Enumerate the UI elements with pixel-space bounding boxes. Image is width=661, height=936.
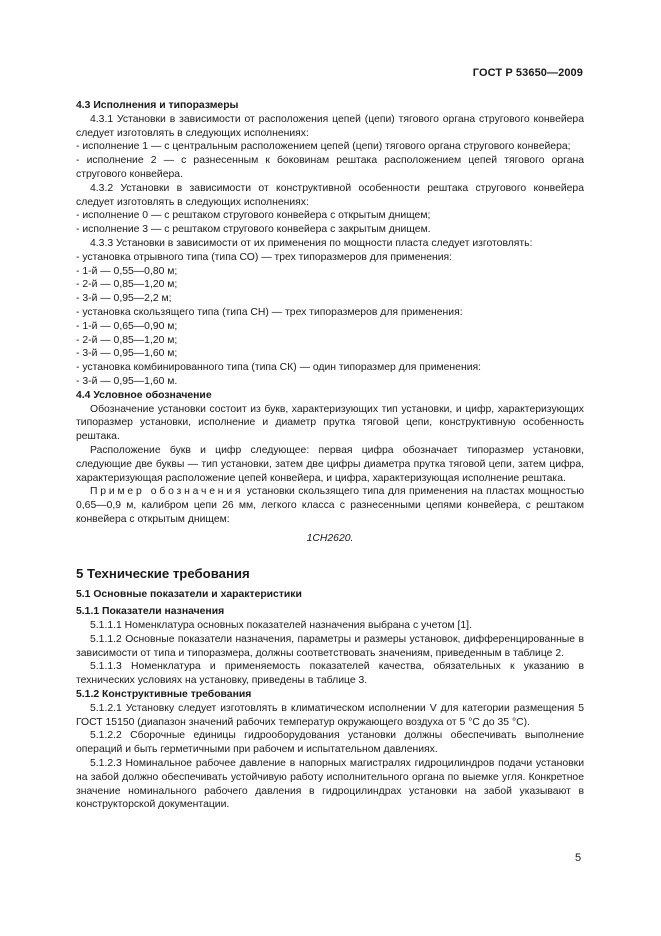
page-content <box>76 99 584 812</box>
document-code-header: ГОСТ Р 53650—2009 <box>472 67 583 79</box>
section-5-1-1-heading: 5.1.1 Показатели назначения <box>76 606 225 618</box>
list-item: - установка комбинированного типа (типа СК) — один типоразмер для применения: <box>76 362 482 374</box>
example-paragraph <box>76 485 584 526</box>
paragraph-5-1-1-3: 5.1.1.3 Номенклатура и применяемость показателей качества, обязательных к указанию в технических условиях на установку, приведены в таблице 3. <box>76 661 584 687</box>
example-label: Пример обозначения <box>90 486 244 498</box>
example-text: установки скользящего типа для применения на пластах мощностью 0,65—0,9 м, калибром цепи 26 мм, легкого класса с разнесенными цепями конвейера, с рештаком конвейера с открытым днищем: <box>76 486 584 525</box>
section-4-3-heading: 4.3 Исполнения и типоразмеры <box>76 100 239 111</box>
list-item: - установка отрывного типа (типа СО) — трех типоразмеров для применения: <box>76 251 453 263</box>
paragraph-5-1-2-3: 5.1.2.3 Номинальное рабочее давление в напорных магистралях гидроцилиндров подачи установки на забой должно обеспечивать устойчивую работу исполнительного органа по выемке угля. Конкретное значение номинального рабочего давления в гидроцилиндрах установки на забой указывают в конструкторской документации. <box>76 758 584 811</box>
list-item: - исполнение 2 — с разнесенным к боковинам рештака расположением цепей тягового органа стругового конвейера. <box>76 155 584 180</box>
list-item: - установка скользящего типа (типа СН) — трех типоразмеров для применения: <box>76 306 463 318</box>
designation-formula: 1СН2620. <box>306 532 354 544</box>
list-item: - 2-й — 0,85—1,20 м; <box>76 279 178 291</box>
list-item: - 3-й — 0,95—2,2 м; <box>76 293 172 305</box>
list-item: - исполнение 0 — с рештаком стругового конвейера с открытым днищем; <box>76 210 431 222</box>
list-item: - 1-й — 0,65—0,90 м; <box>76 320 178 332</box>
paragraph-5-1-2-1: 5.1.2.1 Установку следует изготовлять в климатическом исполнении V для категории размещения 5 ГОСТ 15150 (диапазон значений рабочих температур окружающего воздуха от 5 °С до 35 °С). <box>76 702 584 728</box>
list-item: - исполнение 1 — с центральным расположением цепей (цепи) тягового органа стругового конвейера; <box>76 141 571 153</box>
list-item: - 3-й — 0,95—1,60 м. <box>76 375 178 387</box>
paragraph-5-1-2-2: 5.1.2.2 Сборочные единицы гидрооборудования установки должны обеспечивать выполнение операций и быть герметичными при рабочем и испытательном давлениях. <box>76 730 584 756</box>
paragraph-5-1-1-1: 5.1.1.1 Номенклатура основных показателей назначения выбрана с учетом [1]. <box>90 620 472 632</box>
list-item: - 1-й — 0,55—0,80 м; <box>76 265 178 277</box>
list-item: - 3-й — 0,95—1,60 м; <box>76 348 178 360</box>
section-5-1-heading: 5.1 Основные показатели и характеристики <box>76 588 302 600</box>
section-5-1-2-heading: 5.1.2 Конструктивные требования <box>76 689 252 701</box>
list-item: - 2-й — 0,85—1,20 м; <box>76 334 178 346</box>
paragraph-4-4-1: Обозначение установки состоит из букв, характеризующих тип установки, и цифр, характеризующих типоразмер установки, исполнение и диаметр прутка тяговой цепи, конструктивную особенность рештака. <box>76 403 584 443</box>
paragraph-4-3-1: 4.3.1 Установки в зависимости от расположения цепей (цепи) тягового органа стругового конвейера следует изготовлять в следующих исполнениях: <box>76 113 584 139</box>
paragraph-5-1-1-2: 5.1.1.2 Основные показатели назначения, параметры и размеры установок, дифференцированные в зависимости от типа и типоразмера, должны соответствовать значениям, приведенным в таблице 2. <box>76 633 584 659</box>
section-4-4-heading: 4.4 Условное обозначение <box>76 389 212 401</box>
list-item: - исполнение 3 — с рештаком стругового конвейера с закрытым днищем. <box>76 224 431 236</box>
paragraph-4-3-3: 4.3.3 Установки в зависимости от их применения по мощности пласта следует изготовлять: <box>90 237 533 249</box>
paragraph-4-3-2: 4.3.2 Установки в зависимости от конструктивной особенности рештака стругового конвейера следует изготовлять в следующих исполнениях: <box>76 182 584 208</box>
section-5-heading: 5 Технические требования <box>76 565 250 581</box>
paragraph-4-4-2: Расположение букв и цифр следующее: первая цифра обозначает типоразмер установки, следующие две буквы — тип установки, затем две цифры диаметра прутка тяговой цепи, затем цифра, характеризующая расположение цепей конвейера, и цифра, характеризующая исполнение рештака. <box>76 444 584 484</box>
page-number: 5 <box>575 852 582 864</box>
